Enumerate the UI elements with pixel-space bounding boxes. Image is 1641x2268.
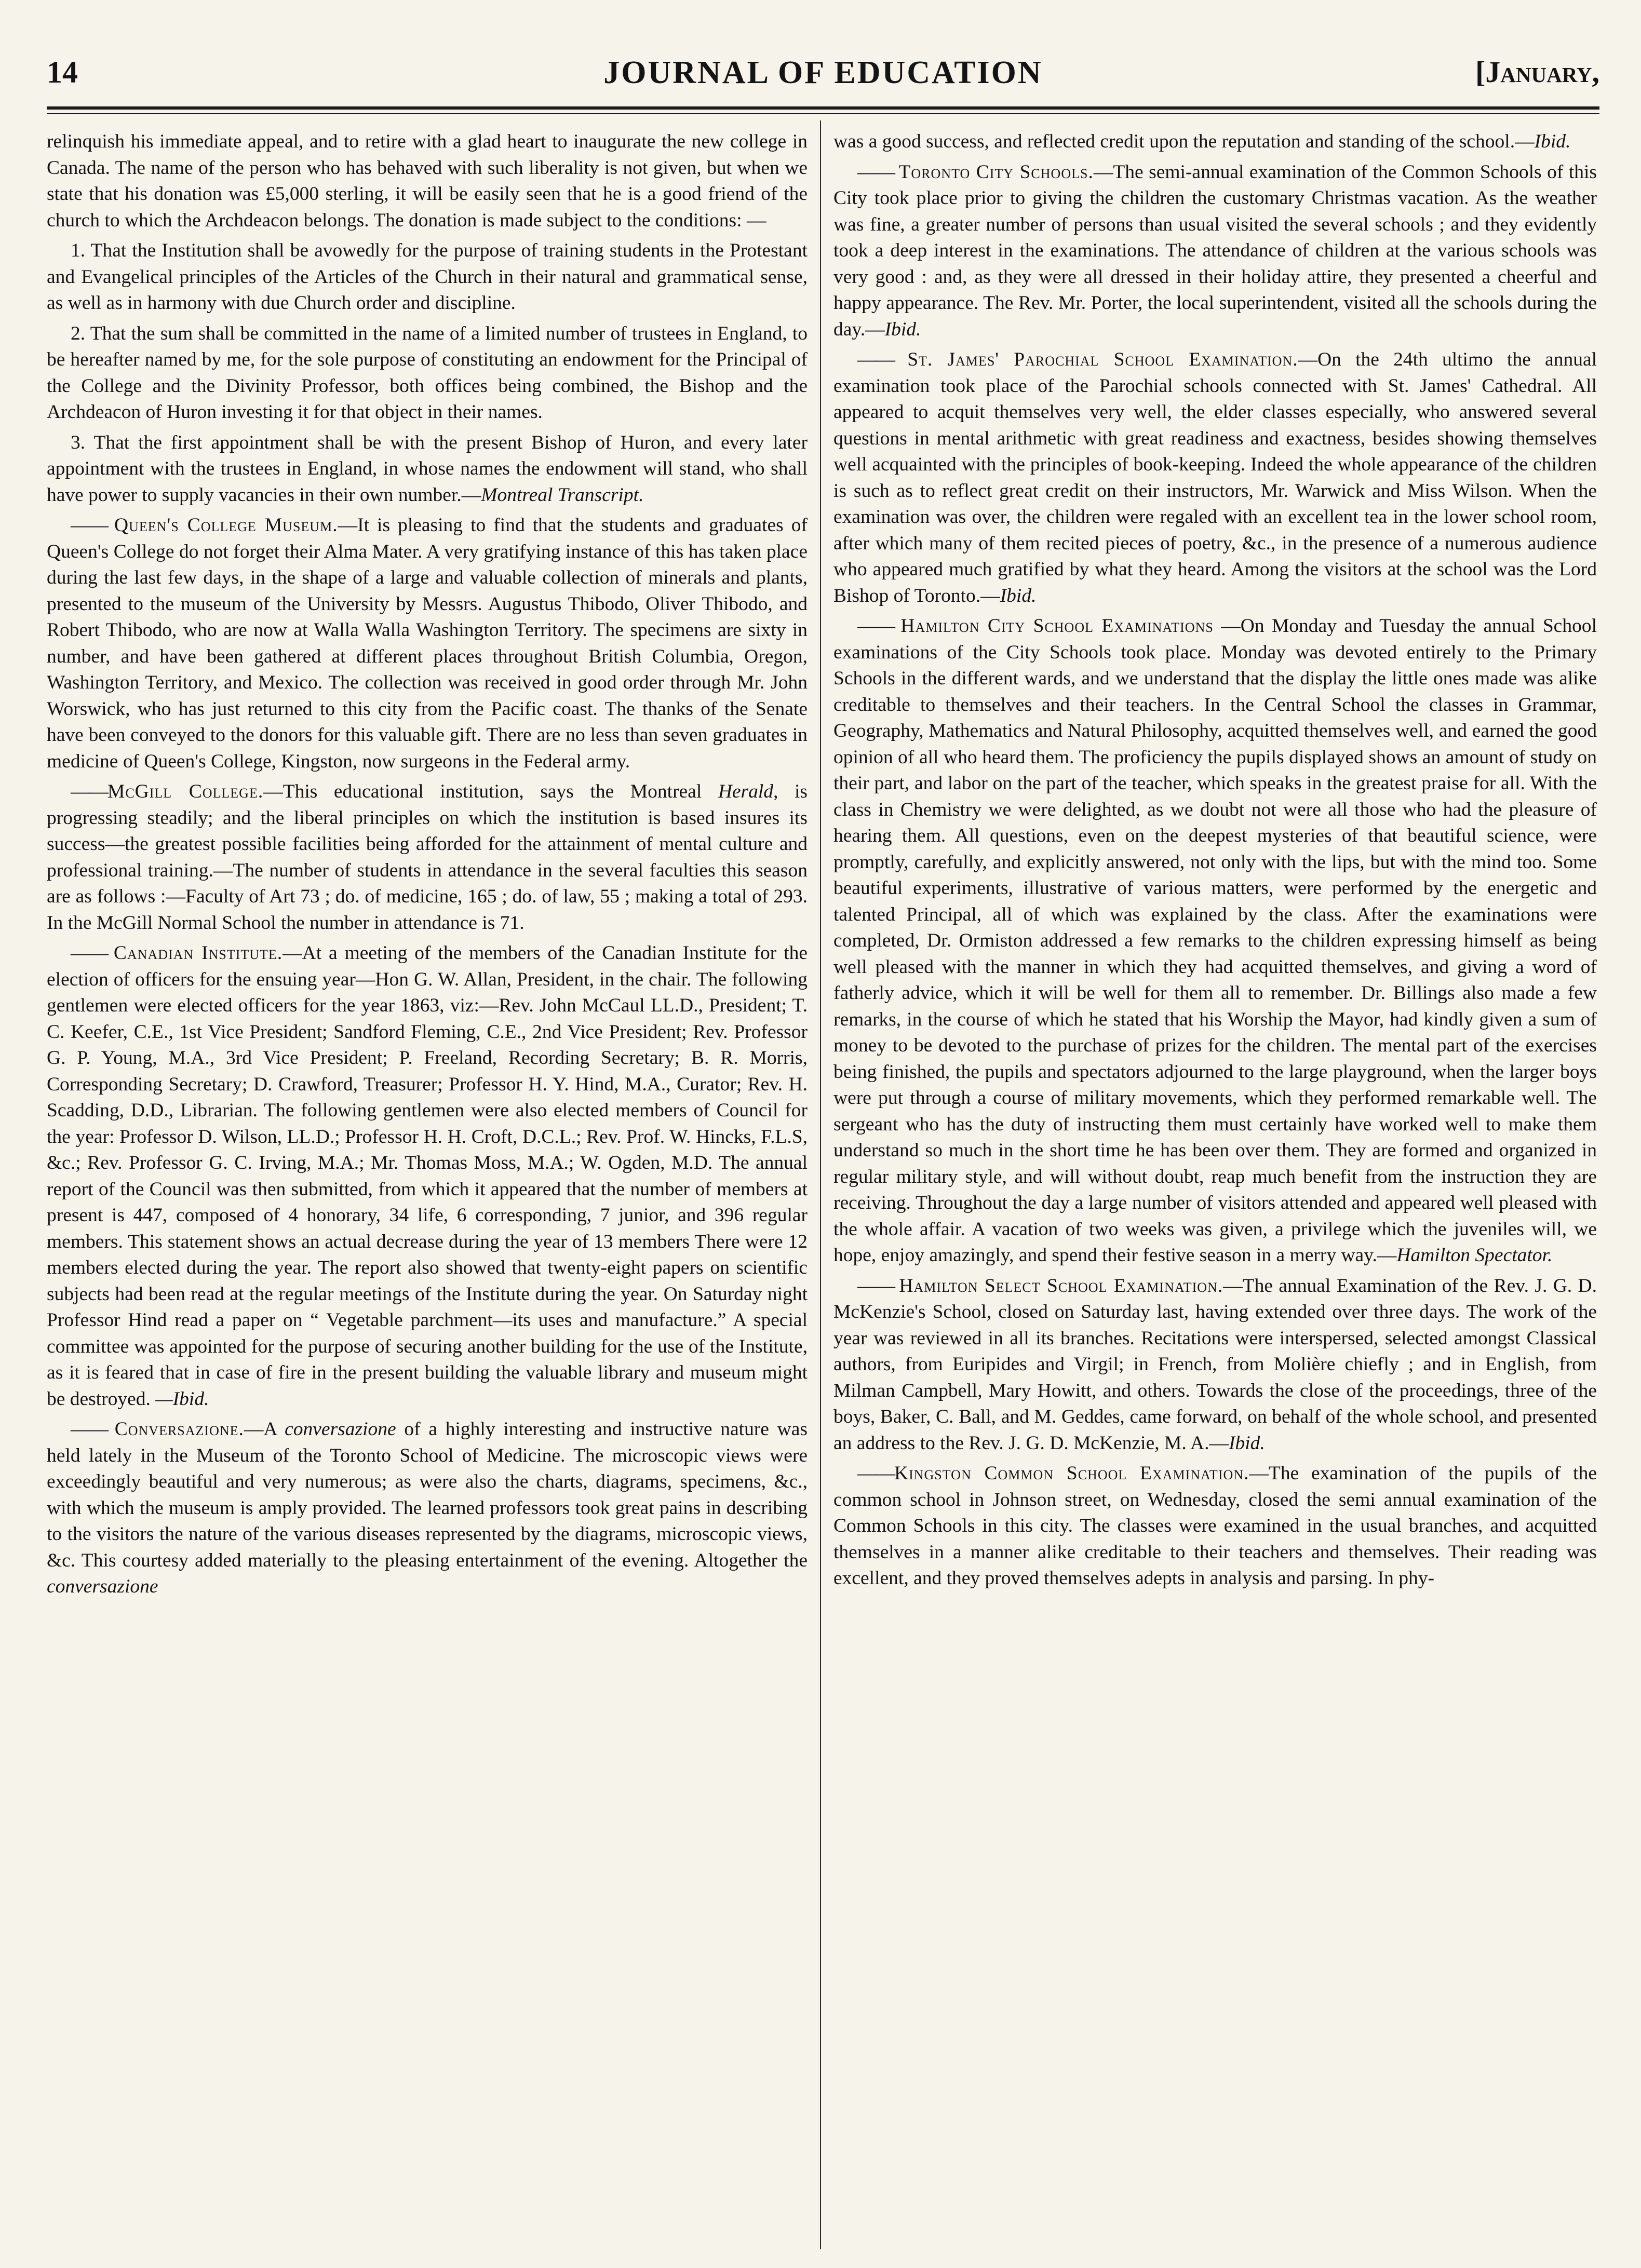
- hamilton-select-body: —The annual Examination of the Rev. J. G. D. McKenzie's School, closed on Saturday last, having extended over three days. The work of the year was reviewed in all its branches. Recitations were interspersed, selected amongst Classical authors, from Euripides and Virgil; in French, from Molière chiefly ; and in English, from Milman Campbell, Mary Howitt, and others. Towards the close of the proceedings, three of the boys, Baker, C. Ball, and M. Geddes, came forward, on behalf of the whole school, and presented an address to the Rev. J. G. D. McKenzie, M. A.—: [833, 1275, 1597, 1454]
- toronto-schools-source: Ibid.: [884, 318, 921, 340]
- kingston-school-article: [833, 1461, 1597, 1592]
- continued-source: Ibid.: [1534, 131, 1571, 152]
- condition-2: 2. That the sum shall be committed in the name of a limited number of trustees in England, to be hereafter named by me, for the sole purpose of constituting an endowment for the Principal of the College and the Divinity Professor, both offices being combined, the Bishop and the Archdeacon of Huron investing it for that object in their names.: [47, 322, 808, 423]
- header-rule-thin: [47, 113, 1599, 114]
- condition-3-source: Montreal Transcript.: [481, 484, 644, 506]
- article-dash: ——: [71, 781, 107, 802]
- conversazione-a: —A: [244, 1419, 277, 1440]
- hamilton-city-article: [833, 613, 1597, 1269]
- queens-college-body: —It is pleasing to find that the students and graduates of Queen's College do not forget their Alma Mater. A very gratifying instance of this has taken place during the last few days, in the shape of a large and valuable collection of minerals and plants, presented to the museum of the University by Messrs. Augustus Thibodo, Oliver Thibodo, and Robert Thibodo, who are now at Walla Walla Washington Territory. The specimens are sixty in number, and have been gathered at different places throughout British Columbia, Oregon, Washington Territory, and Mexico. The collection was received in good order through Mr. John Worswick, who has just returned to this city from the Pacific coast. The thanks of the Senate have been conveyed to the donors for this valuable gift. There are no less than seven graduates in medicine of Queen's College, Kingston, now surgeons in the Federal army.: [47, 515, 808, 772]
- article-dash: ——: [857, 161, 899, 183]
- mcgill-body-a: —This educational institution, says the Montreal: [263, 781, 702, 802]
- article-dash: ——: [71, 942, 114, 964]
- mcgill-college-article: [47, 779, 808, 936]
- hamilton-select-source: Ibid.: [1228, 1432, 1265, 1454]
- page-header: [47, 49, 1599, 106]
- article-dash: ——: [857, 1463, 894, 1484]
- conversazione-word: conversazione: [285, 1419, 396, 1440]
- canadian-institute-body: —At a meeting of the members of the Canadian Institute for the election of officers for the ensuing year—Hon G. W. Allan, President, in the chair. The following gentlemen were elected officers for the year 1863, viz:—Rev. John McCaul LL.D., President; T. C. Keefer, C.E., 1st Vice President; Sandford Fleming, C.E., 2nd Vice President; Rev. Professor G. P. Young, M.A., 3rd Vice President; P. Freeland, Recording Secretary; B. R. Morris, Corresponding Secretary; D. Crawford, Treasurer; Professor H. Y. Hind, M.A., Curator; Rev. H. Scadding, D.D., Librarian. The following gentlemen were also elected members of Council for the year: Professor D. Wilson, LL.D.; Professor H. H. Croft, D.C.L.; Rev. Prof. W. Hincks, F.L.S, &c.; Rev. Professor G. C. Irving, M.A.; Mr. Thomas Moss, M.A.; W. Ogden, M.D. The annual report of the Council was then submitted, from which it appeared that the number of members at present is 447, composed of 4 honorary, 34 life, 6 corresponding, 7 junior, and 396 regular members. This statement shows an actual decrease during the year of 13 members There were 12 members elected during the year. The report also showed that twenty-eight papers on scientific subjects had been read at the regular meetings of the Institute during the year. On Saturday night Professor Hind read a paper on “ Vegetable parchment—its uses and manufacture.” A special committee was appointed for the purpose of securing another building for the use of the Institute, as it is feared that in case of fire in the present building the valuable library and museum might be destroyed.: [47, 942, 808, 1410]
- hamilton-city-heading: Hamilton City School Examinations: [900, 615, 1214, 637]
- continued-paragraph: [833, 129, 1597, 155]
- canadian-institute-source: —Ibid.: [155, 1388, 209, 1410]
- article-dash: ——: [857, 1275, 899, 1297]
- continued-text: was a good success, and reflected credit upon the reputation and standing of the school.—: [833, 131, 1535, 152]
- toronto-schools-body: —The semi-annual examination of the Common Schools of this City took place prior to giving the children the customary Christmas vacation. As the weather was fine, a greater number of persons than usual visited the several schools ; and they evidently took a deep interest in the examinations. The attendance of children at the various schools was very good : and, as they were all dressed in their holiday attire, they presented a cheerful and happy appearance. The Rev. Mr. Porter, the local superintendent, visited all the schools during the day.—: [833, 161, 1597, 340]
- queens-college-heading: Queen's College Museum.: [114, 515, 338, 536]
- mcgill-body-b: is progressing steadily; and the liberal principles on which the institution is based insures its success—the greatest possible facilities being afforded for the attainment of mental culture and professional training.—The number of students in attendance in the several faculties this season are as follows :—Faculty of Art 73 ; do. of medicine, 165 ; do. of law, 55 ; making a total of 293. In the McGill Normal School the number in attendance is 71.: [47, 781, 808, 934]
- toronto-schools-article: [833, 159, 1597, 343]
- st-james-body: —On the 24th ultimo the annual examination took place of the Parochial schools connected with St. James' Cathedral. All appeared to acquit themselves very well, the elder classes especially, who answered several questions in mental arithmetic with great readiness and exactness, besides showing themselves well acquainted with the principles of book-keeping. Indeed the whole appearance of the children is such as to reflect great credit on their instructors, Mr. Warwick and Miss Wilson. When the examination was over, the children were regaled with an excellent tea in the lower school room, after which many of them recited pieces of poetry, &c., in the presence of a numerous audience who appeared much gratified by what they heard. Among the visitors at the school was the Lord Bishop of Toronto.—: [833, 349, 1597, 606]
- archdeacon-donation-paragraph: relinquish his immediate appeal, and to retire with a glad heart to inaugurate the new college in Canada. The name of the person who has behaved with such liberality is not given, but when we state that his donation was £5,000 sterling, it will be easily seen that he is a good friend of the church to which the Archdeacon belongs. The donation is made subject to the conditions: —: [47, 131, 808, 231]
- conversazione-heading: Conversazione.: [114, 1419, 244, 1440]
- journal-title: JOURNAL OF EDUCATION: [603, 55, 1043, 90]
- issue-month: [January,: [1475, 55, 1599, 89]
- conversazione-word-2: conversazione: [47, 1576, 158, 1597]
- hamilton-city-source: Hamilton Spectator.: [1396, 1245, 1553, 1266]
- canadian-institute-heading: Canadian Institute.: [113, 942, 283, 964]
- toronto-schools-heading: Toronto City Schools.: [898, 161, 1094, 183]
- st-james-article: [833, 347, 1597, 609]
- header-rule: [47, 106, 1599, 110]
- st-james-heading: St. James' Parochial School Examination.: [907, 349, 1298, 370]
- queens-college-article: [47, 512, 808, 775]
- column-divider: [820, 120, 821, 2249]
- article-dash: ——: [71, 1419, 115, 1440]
- article-dash: ——: [857, 349, 908, 370]
- hamilton-select-article: [833, 1273, 1597, 1457]
- condition-3: [47, 430, 808, 509]
- canadian-institute-article: [47, 940, 808, 1412]
- conversazione-body: of a highly interesting and instructive nature was held lately in the Museum of the Toronto School of Medicine. The microscopic views were exceedingly beautiful and very numerous; as were also the charts, diagrams, specimens, &c., with which the museum is amply provided. The learned professors took great pains in describing to the visitors the nature of the various diseases represented by the diagrams, microscopic views, &c. This courtesy added materially to the pleasing entertainment of the evening. Altogether the: [47, 1419, 808, 1571]
- hamilton-select-heading: Hamilton Select School Examination.: [899, 1275, 1223, 1297]
- right-column: [833, 129, 1597, 2252]
- condition-1: 1. That the Institution shall be avowedly for the purpose of training students in the Protestant and Evangelical principles of the Articles of the Church in their natural and grammatical sense, as well as in harmony with due Church order and discipline.: [47, 240, 808, 314]
- left-column: [47, 129, 808, 2252]
- kingston-school-body: —The examination of the pupils of the common school in Johnson street, on Wednesday, closed the semi annual examination of the Common Schools in this city. The classes were examined in the usual branches, and acquitted themselves in a manner alike creditable to their teachers and themselves. Their reading was excellent, and they proved themselves adepts in analysis and parsing. In phy-: [833, 1463, 1597, 1589]
- article-dash: ——: [857, 615, 901, 637]
- hamilton-city-body: —On Monday and Tuesday the annual School examinations of the City Schools took place. Monday was devoted entirely to the Primary Schools in the different wards, and we understand that the display the little ones made was alike creditable to themselves and their teachers. In the Central School the classes in Grammar, Geography, Mathematics and Natural Philosophy, acquitted themselves well, and earned the good opinion of all who heard them. The proficiency the pupils displayed shows an amount of study on their part, and labor on the part of the teacher, which speaks in the greatest praise for all. With the class in Chemistry we were delighted, as we doubt not were all those who had the pleasure of hearing them. All questions, even on the deepest mysteries of that beautiful science, were promptly, carefully, and explicitly answered, not only with the lips, but with the mind too. Some beautiful experiments, illustrative of various matters, were performed by the energetic and talented Principal, all of which was explained by the class. After the examinations were completed, Dr. Ormiston addressed a few remarks to the children expressing himself as being well pleased with the manner in which they had acquitted themselves, and giving a word of fatherly advice, which it will be well for them all to remember. Dr. Billings also made a few remarks, in the course of which he stated that his Worship the Mayor, had kindly given a sum of money to be devoted to the purchase of prizes for the children. The mental part of the exercises being finished, the pupils and spectators adjourned to the large playground, when the larger boys were put through a course of military movements, which they performed remarkable well. The sergeant who has the duty of instructing them must certainly have worked well to make them understand so much in the short time he has been over them. They are formed and organized in regular military style, and will without doubt, reap much benefit from the instruction they are receiving. Throughout the day a large number of visitors attended and appeared well pleased with the whole affair. A vacation of two weeks was given, a privilege which the juveniles will, we hope, enjoy amazingly, and spend their festive season in a merry way.—: [833, 615, 1597, 1266]
- kingston-school-heading: Kingston Common School Examination.: [894, 1463, 1249, 1484]
- article-dash: ——: [71, 515, 115, 536]
- mcgill-herald: Herald,: [718, 781, 778, 802]
- condition-3-text: 3. That the first appointment shall be with the present Bishop of Huron, and every later appointment with the trustees in England, in whose names the endowment will stand, who shall have power to supply vacancies in their own number.—: [47, 431, 808, 506]
- conversazione-article: [47, 1416, 808, 1600]
- mcgill-college-heading: McGill College.: [107, 781, 264, 802]
- page-number: 14: [47, 55, 78, 89]
- st-james-source: Ibid.: [1000, 585, 1037, 606]
